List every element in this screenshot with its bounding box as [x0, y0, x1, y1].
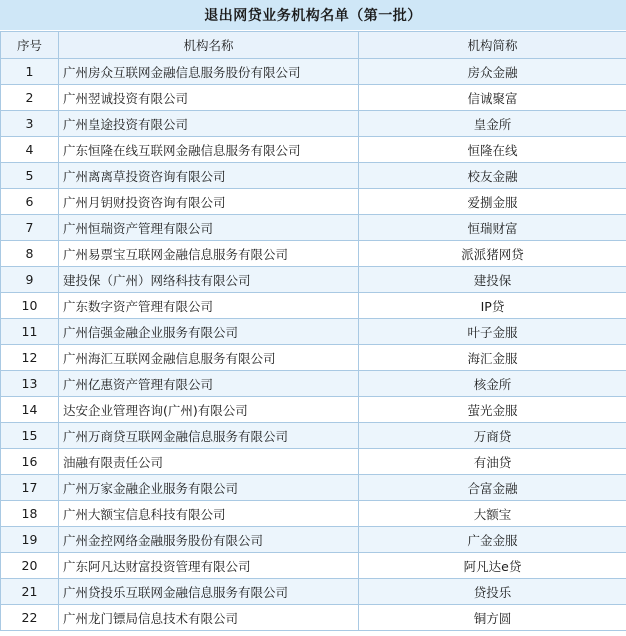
cell-institution-name: 广东阿凡达财富投资管理有限公司	[59, 553, 359, 579]
cell-index: 15	[1, 423, 59, 449]
cell-institution-short-name: 有油贷	[359, 449, 626, 475]
cell-institution-short-name: 皇金所	[359, 111, 626, 137]
table-row	[1, 345, 626, 371]
cell-institution-short-name: 贷投乐	[359, 579, 626, 605]
table-row	[1, 605, 626, 631]
cell-institution-name: 广州信强金融企业服务有限公司	[59, 319, 359, 345]
document-title-bar	[0, 0, 626, 31]
cell-institution-name: 油融有限责任公司	[59, 449, 359, 475]
cell-institution-short-name: 校友金融	[359, 163, 626, 189]
cell-institution-short-name: 万商贷	[359, 423, 626, 449]
cell-institution-short-name: 建投保	[359, 267, 626, 293]
table-row	[1, 111, 626, 137]
table-row	[1, 397, 626, 423]
cell-institution-short-name: IP贷	[359, 293, 626, 319]
cell-index: 22	[1, 605, 59, 631]
cell-institution-name: 广州月钥财投资咨询有限公司	[59, 189, 359, 215]
cell-index: 9	[1, 267, 59, 293]
institutions-table	[0, 31, 626, 631]
cell-institution-short-name: 海汇金服	[359, 345, 626, 371]
table-row	[1, 85, 626, 111]
cell-institution-short-name: 信诚聚富	[359, 85, 626, 111]
table-row	[1, 189, 626, 215]
cell-institution-name: 广州翌诚投资有限公司	[59, 85, 359, 111]
cell-index: 10	[1, 293, 59, 319]
cell-index: 11	[1, 319, 59, 345]
cell-institution-name: 广州金控网络金融服务股份有限公司	[59, 527, 359, 553]
table-row	[1, 423, 626, 449]
cell-index: 6	[1, 189, 59, 215]
cell-institution-name: 建投保（广州）网络科技有限公司	[59, 267, 359, 293]
cell-institution-name: 广州贷投乐互联网金融信息服务有限公司	[59, 579, 359, 605]
cell-institution-short-name: 大额宝	[359, 501, 626, 527]
cell-institution-name: 广州万家金融企业服务有限公司	[59, 475, 359, 501]
cell-index: 20	[1, 553, 59, 579]
table-row	[1, 371, 626, 397]
cell-index: 16	[1, 449, 59, 475]
cell-institution-name: 广东恒隆在线互联网金融信息服务有限公司	[59, 137, 359, 163]
column-header-index: 序号	[1, 32, 59, 59]
column-header-name: 机构名称	[59, 32, 359, 59]
cell-institution-name: 广州恒瑞资产管理有限公司	[59, 215, 359, 241]
cell-institution-short-name: 房众金融	[359, 59, 626, 85]
cell-institution-short-name: 恒隆在线	[359, 137, 626, 163]
cell-institution-short-name: 恒瑞财富	[359, 215, 626, 241]
cell-institution-name: 广州大额宝信息科技有限公司	[59, 501, 359, 527]
table-row	[1, 527, 626, 553]
cell-index: 3	[1, 111, 59, 137]
cell-index: 17	[1, 475, 59, 501]
cell-index: 7	[1, 215, 59, 241]
cell-index: 5	[1, 163, 59, 189]
cell-index: 18	[1, 501, 59, 527]
cell-index: 14	[1, 397, 59, 423]
table-row	[1, 241, 626, 267]
table-row	[1, 137, 626, 163]
table-header-row	[1, 32, 626, 59]
cell-institution-name: 广州离离草投资咨询有限公司	[59, 163, 359, 189]
table-row	[1, 267, 626, 293]
table-row	[1, 449, 626, 475]
cell-institution-name: 广州海汇互联网金融信息服务有限公司	[59, 345, 359, 371]
cell-institution-short-name: 爱捌金服	[359, 189, 626, 215]
cell-institution-short-name: 叶子金服	[359, 319, 626, 345]
cell-index: 1	[1, 59, 59, 85]
table-row	[1, 579, 626, 605]
table-row	[1, 163, 626, 189]
cell-institution-short-name: 萤光金服	[359, 397, 626, 423]
cell-institution-name: 广州易票宝互联网金融信息服务有限公司	[59, 241, 359, 267]
cell-institution-name: 广东数字资产管理有限公司	[59, 293, 359, 319]
cell-institution-name: 达安企业管理咨询(广州)有限公司	[59, 397, 359, 423]
cell-index: 2	[1, 85, 59, 111]
cell-institution-name: 广州万商贷互联网金融信息服务有限公司	[59, 423, 359, 449]
cell-institution-short-name: 阿凡达e贷	[359, 553, 626, 579]
table-row	[1, 215, 626, 241]
cell-index: 21	[1, 579, 59, 605]
table-row	[1, 59, 626, 85]
column-header-short-name: 机构简称	[359, 32, 626, 59]
cell-index: 4	[1, 137, 59, 163]
cell-institution-short-name: 核金所	[359, 371, 626, 397]
cell-institution-short-name: 派派猪网贷	[359, 241, 626, 267]
cell-institution-short-name: 铜方圆	[359, 605, 626, 631]
table-row	[1, 553, 626, 579]
cell-index: 8	[1, 241, 59, 267]
table-row	[1, 293, 626, 319]
cell-institution-name: 广州龙门镖局信息技术有限公司	[59, 605, 359, 631]
cell-institution-name: 广州房众互联网金融信息服务股份有限公司	[59, 59, 359, 85]
cell-institution-name: 广州皇途投资有限公司	[59, 111, 359, 137]
cell-institution-short-name: 广金金服	[359, 527, 626, 553]
cell-index: 12	[1, 345, 59, 371]
page-title: 退出网贷业务机构名单（第一批）	[204, 8, 422, 24]
table-row	[1, 319, 626, 345]
table-row	[1, 475, 626, 501]
table-body	[1, 59, 626, 631]
cell-index: 13	[1, 371, 59, 397]
cell-index: 19	[1, 527, 59, 553]
table-header	[1, 32, 626, 59]
cell-institution-short-name: 合富金融	[359, 475, 626, 501]
table-row	[1, 501, 626, 527]
cell-institution-name: 广州亿惠资产管理有限公司	[59, 371, 359, 397]
